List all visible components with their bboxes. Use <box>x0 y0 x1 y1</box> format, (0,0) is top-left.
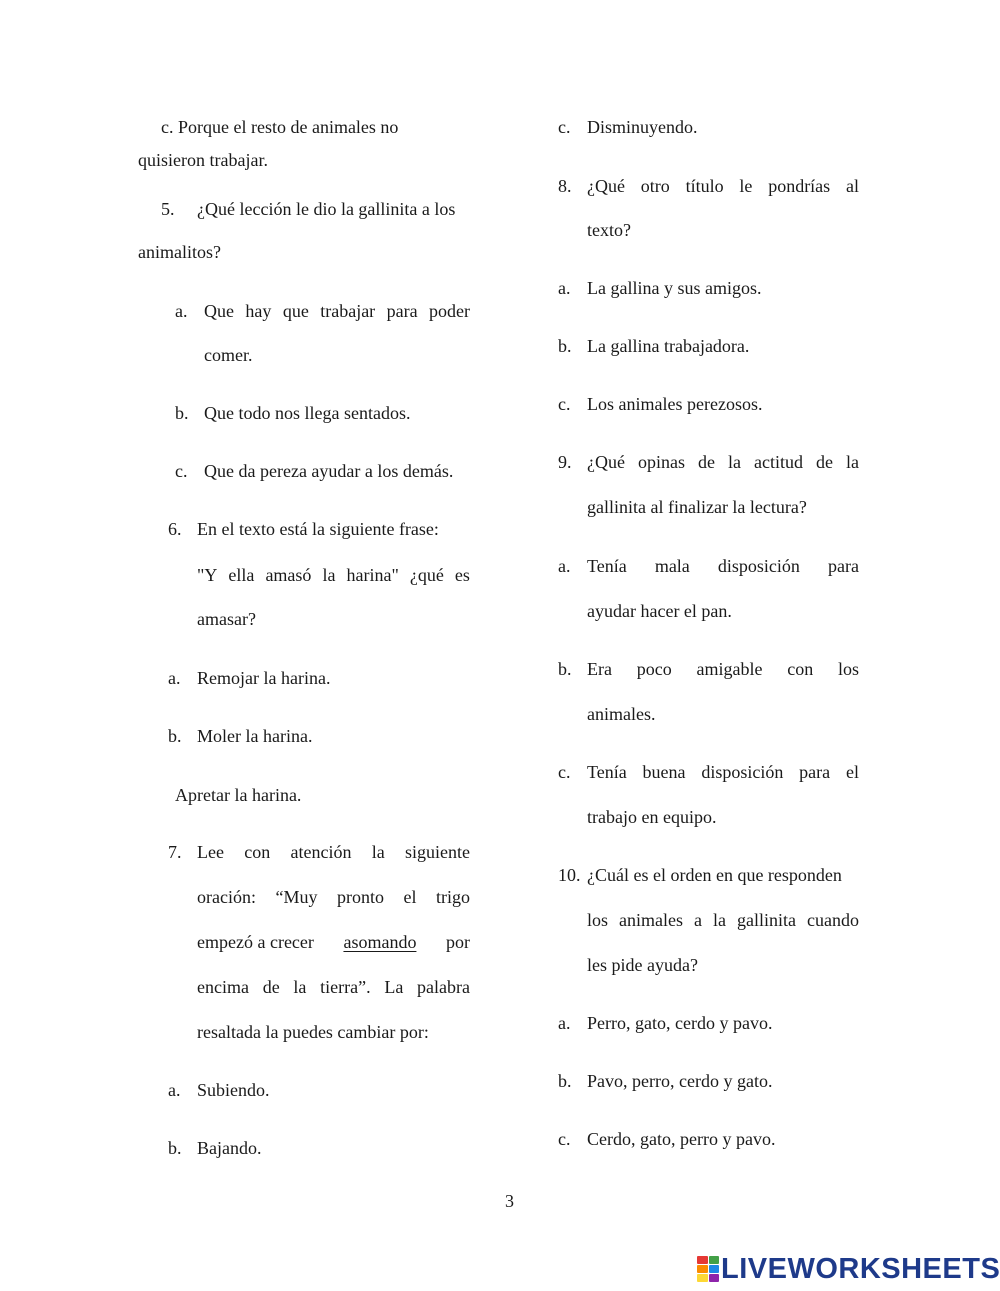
q9-option-a-text: Tenía mala disposición para <box>587 556 859 576</box>
q7-number: 7. <box>168 842 182 862</box>
q9-option-a-text2: ayudar hacer el pan. <box>587 601 732 621</box>
q9-option-c-letter: c. <box>558 762 571 782</box>
q8-option-b-text: La gallina trabajadora. <box>587 336 750 356</box>
q8-option-c-text: Los animales perezosos. <box>587 394 763 414</box>
q6-line1: En el texto está la siguiente frase: <box>197 519 439 539</box>
q5-option-c-text: Que da pereza ayudar a los demás. <box>204 461 454 481</box>
q8-option-b-letter: b. <box>558 336 572 356</box>
q10-option-c-text: Cerdo, gato, perro y pavo. <box>587 1129 776 1149</box>
q7-option-a-text: Subiendo. <box>197 1080 270 1100</box>
q7-line4: encima de la tierra”. La palabra <box>197 977 470 997</box>
q6-line2: "Y ella amasó la harina" ¿qué es <box>197 565 470 585</box>
q7-option-c-letter: c. <box>558 117 571 137</box>
liveworksheets-logo[interactable] <box>697 1254 1000 1284</box>
q10-line1: ¿Cuál es el orden en que responden <box>587 865 842 885</box>
q8-line1: ¿Qué otro título le pondrías al <box>587 176 859 196</box>
q9-line1: ¿Qué opinas de la actitud de la <box>587 452 859 472</box>
q7-option-a-letter: a. <box>168 1080 181 1100</box>
q9-line2: gallinita al finalizar la lectura? <box>587 497 807 517</box>
q6-option-b-letter: b. <box>168 726 182 746</box>
underlined-word: asomando <box>343 932 417 952</box>
q8-number: 8. <box>558 176 572 196</box>
q10-option-b-text: Pavo, perro, cerdo y gato. <box>587 1071 773 1091</box>
page-number: 3 <box>505 1191 514 1211</box>
q9-number: 9. <box>558 452 572 472</box>
q6-option-c-text: Apretar la harina. <box>175 785 302 805</box>
q5-option-b-text: Que todo nos llega sentados. <box>204 403 411 423</box>
q6-option-a-text: Remojar la harina. <box>197 668 331 688</box>
q5-option-c-letter: c. <box>175 461 188 481</box>
q10-option-c-letter: c. <box>558 1129 571 1149</box>
q5-number: 5. <box>161 199 175 219</box>
q4-option-c-line1: c. Porque el resto de animales no <box>161 117 399 137</box>
q7-option-c-text: Disminuyendo. <box>587 117 698 137</box>
q9-option-b-text: Era poco amigable con los <box>587 659 859 679</box>
q8-line2: texto? <box>587 220 631 240</box>
q10-option-a-text: Perro, gato, cerdo y pavo. <box>587 1013 773 1033</box>
q6-number: 6. <box>168 519 182 539</box>
q5-option-a-text2: comer. <box>204 345 253 365</box>
q8-option-c-letter: c. <box>558 394 571 414</box>
q6-line3: amasar? <box>197 609 256 629</box>
q9-option-c-text: Tenía buena disposición para el <box>587 762 859 782</box>
q5-option-a-letter: a. <box>175 301 188 321</box>
q10-option-b-letter: b. <box>558 1071 572 1091</box>
q6-option-a-letter: a. <box>168 668 181 688</box>
q9-option-c-text2: trabajo en equipo. <box>587 807 717 827</box>
q10-option-a-letter: a. <box>558 1013 571 1033</box>
q7-option-b-letter: b. <box>168 1138 182 1158</box>
q4-option-c-line2: quisieron trabajar. <box>138 150 268 170</box>
logo-text: LIVEWORKSHEETS <box>721 1252 1000 1285</box>
q8-option-a-letter: a. <box>558 278 571 298</box>
q7-line1: Lee con atención la siguiente <box>197 842 470 862</box>
q7-line5: resaltada la puedes cambiar por: <box>197 1022 429 1042</box>
q7-option-b-text: Bajando. <box>197 1138 262 1158</box>
q9-option-b-letter: b. <box>558 659 572 679</box>
logo-mark-icon <box>697 1256 719 1282</box>
q5-text-line2: animalitos? <box>138 242 221 262</box>
q6-option-b-text: Moler la harina. <box>197 726 313 746</box>
q9-option-b-text2: animales. <box>587 704 656 724</box>
q7-line3: empezó a crecer asomando por <box>197 932 470 952</box>
q10-line3: les pide ayuda? <box>587 955 698 975</box>
q5-text-line1: ¿Qué lección le dio la gallinita a los <box>197 199 456 219</box>
q7-line2: oración: “Muy pronto el trigo <box>197 887 470 907</box>
q5-option-b-letter: b. <box>175 403 189 423</box>
q8-option-a-text: La gallina y sus amigos. <box>587 278 762 298</box>
q10-number: 10. <box>558 865 581 885</box>
q10-line2: los animales a la gallinita cuando <box>587 910 859 930</box>
q9-option-a-letter: a. <box>558 556 571 576</box>
q5-option-a-text: Que hay que trabajar para poder <box>204 301 470 321</box>
